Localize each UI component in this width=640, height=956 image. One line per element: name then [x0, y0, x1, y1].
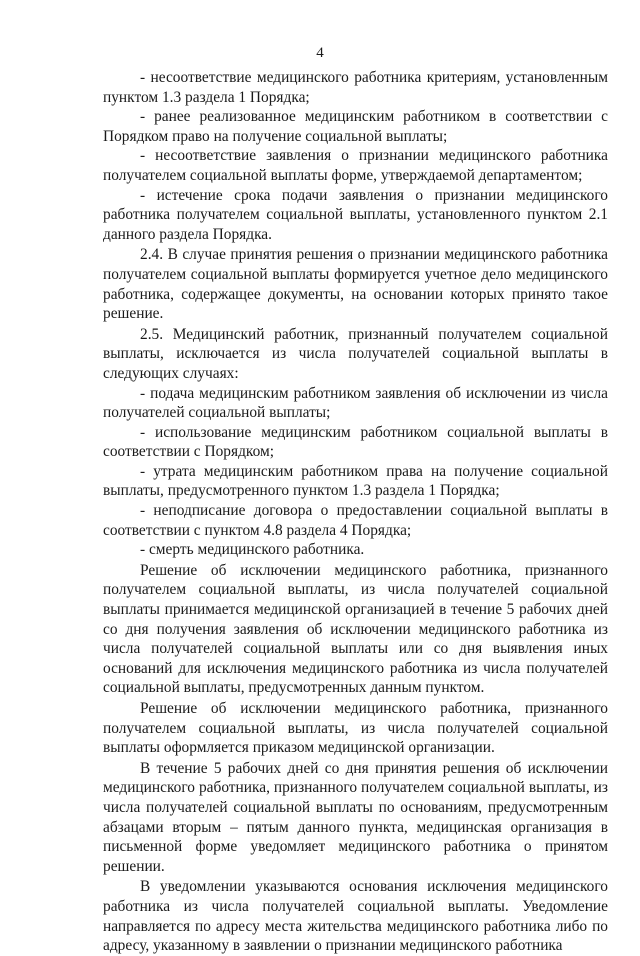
paragraph: - несоответствие медицинского работника критериям, установленным пунктом 1.3 раздела 1 Порядка;	[103, 69, 608, 106]
paragraph: - неподписание договора о предоставлении социальной выплаты в соответствии с пунктом 4.8 раздела 4 Порядка;	[103, 502, 608, 539]
paragraph: - истечение срока подачи заявления о признании медицинского работника получателем социальной выплаты, установленного пунктом 2.1 данного раздела Порядка.	[103, 186, 608, 243]
paragraph: Решение об исключении медицинского работника, признанного получателем социальной выплаты, из числа получателей социальной выплаты оформляется приказом медицинской организации.	[103, 700, 608, 757]
paragraph: - смерть медицинского работника.	[140, 541, 365, 559]
paragraph: 2.5. Медицинский работник, признанный получателем социальной выплаты, исключается из числа получателей социальной выплаты в следующих случаях:	[103, 325, 608, 382]
paragraph: - несоответствие заявления о признании медицинского работника получателем социальной выплаты форме, утверждаемой департаментом;	[103, 147, 608, 184]
paragraph: В течение 5 рабочих дней со дня принятия решения об исключении медицинского работника, признанного получателем социальной выплаты, из числа получателей социальной выплаты по основаниям, предусмотренным абзацами вторым – пятым данного пункта, медицинская организация в письменной форме уведомляет медицинского работника о принятом решении.	[103, 759, 608, 875]
paragraph: - использование медицинским работником социальной выплаты в соответствии с Порядком;	[103, 423, 608, 461]
paragraph: - ранее реализованное медицинским работником в соответствии с Порядком право на получение социальной выплаты;	[103, 108, 608, 145]
paragraph: Решение об исключении медицинского работника, признанного получателем социальной выплаты, из числа получателей социальной выплаты принимается медицинской организацией в течение 5 рабочих дней со дня получения заявления об исключении медицинского работника из числа получателей социальной выплаты или со дня выявления иных оснований для исключения медицинского работника из числа получателей социальной выплаты, предусмотренных данным пунктом.	[103, 561, 608, 697]
paragraph: - утрата медицинским работником права на получение социальной выплаты, предусмотренного пунктом 1.3 раздела 1 Порядка;	[103, 462, 608, 500]
paragraph: - подача медицинским работником заявления об исключении из числа получателей социальной выплаты;	[103, 384, 608, 422]
paragraph: В уведомлении указываются основания исключения медицинского работника из числа получателей социальной выплаты. Уведомление направляется по адресу места жительства медицинского работника либо по адресу, указанному в заявлении о признании медицинского работника	[103, 878, 608, 955]
paragraph: 2.4. В случае принятия решения о признании медицинского работника получателем социальной выплаты формируется учетное дело медицинского работника, содержащее документы, на основании которых принято такое решение.	[103, 246, 608, 323]
page-number: 4	[316, 45, 324, 61]
document-body	[103, 68, 608, 956]
